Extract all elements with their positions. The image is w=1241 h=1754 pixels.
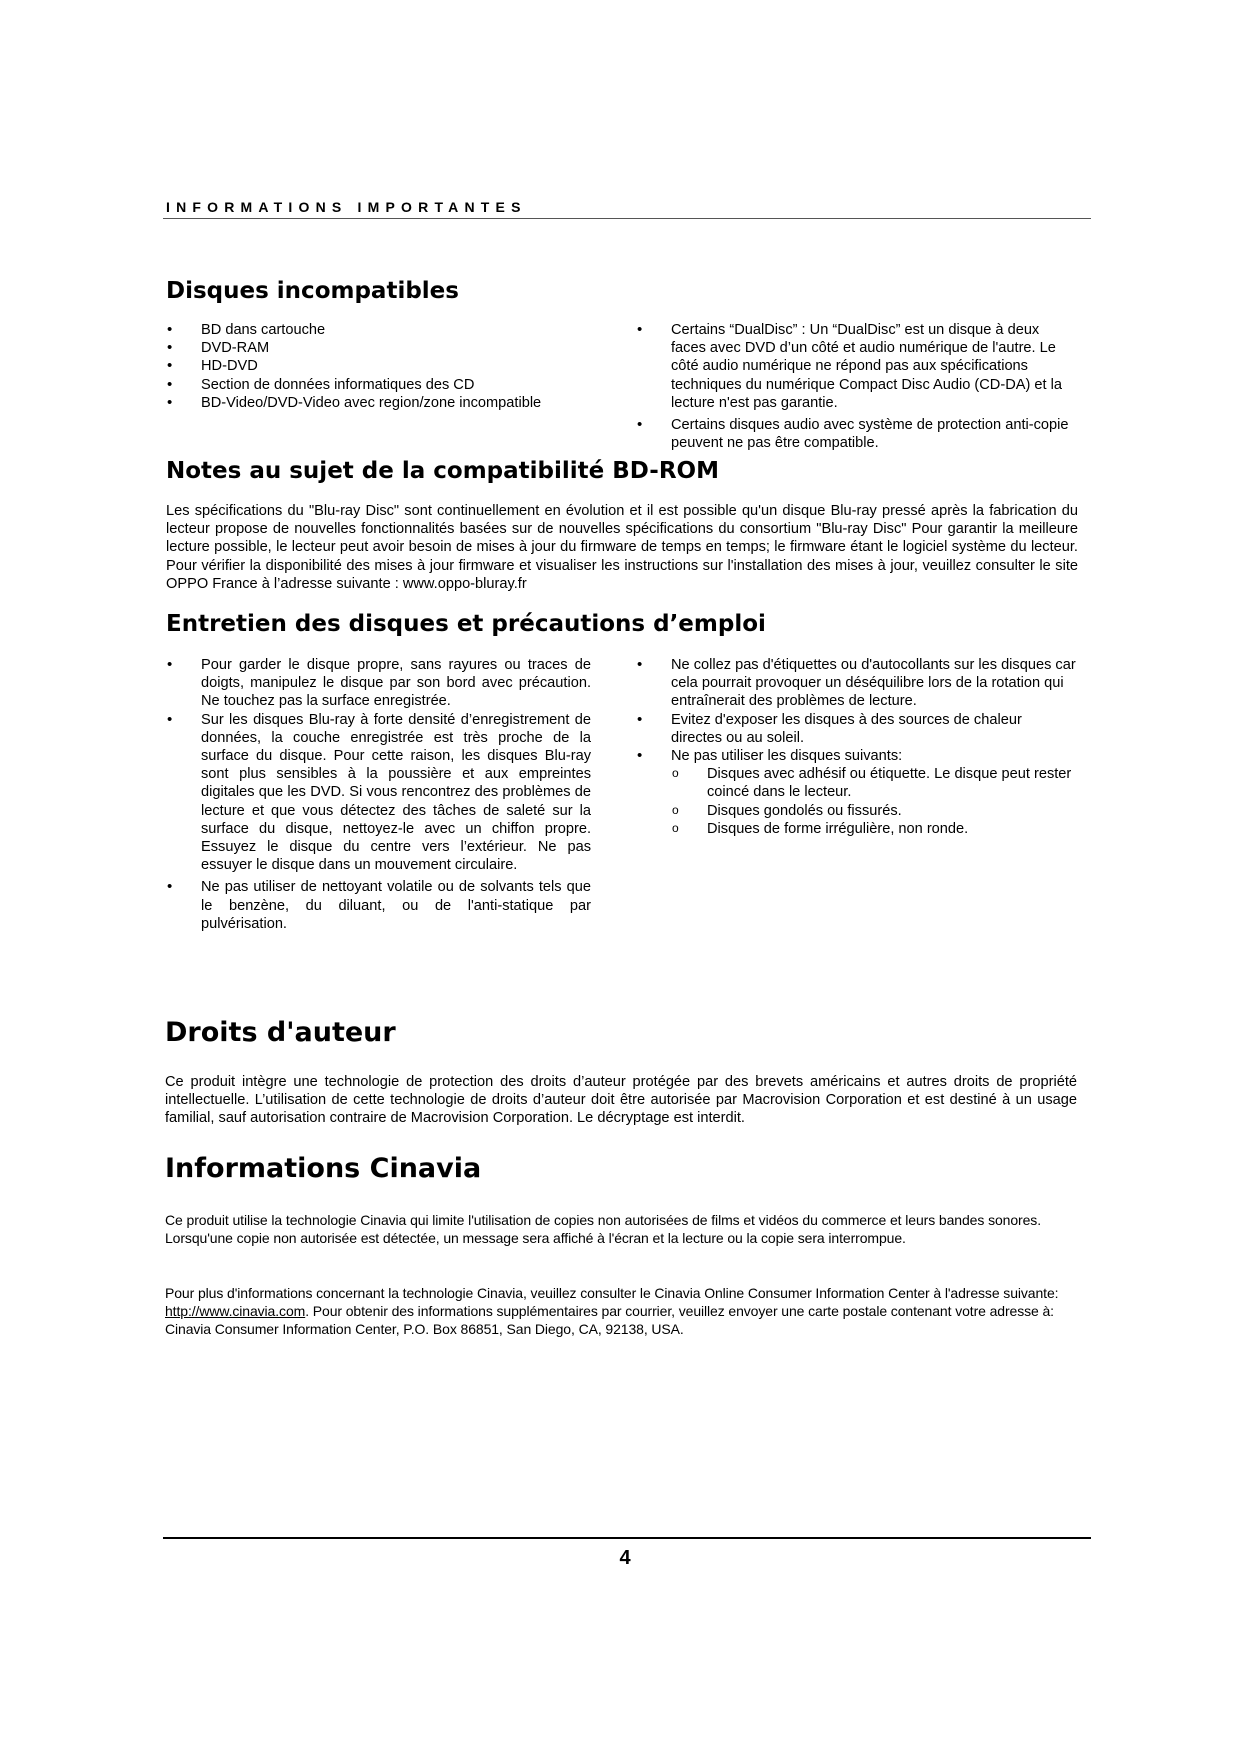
sub-list-item: o Disques de forme irrégulière, non ronde. (671, 820, 1076, 838)
list-item: • Ne pas utiliser de nettoyant volatile ou de solvants tels que le benzène, du diluant, ou de l'anti-statique par pulvérisation. (166, 878, 591, 933)
cinavia-paragraph-2 (165, 1284, 1065, 1338)
list-item: • Section de données informatiques des CD (166, 376, 606, 394)
list-item-text: Ne pas utiliser les disques suivants: (671, 748, 903, 765)
care-right-column (636, 656, 1076, 838)
list-item: • Sur les disques Blu-ray à forte densité d’enregistrement de données, la couche enregistrée est très proche de la surface du disque. Pour cette raison, les disques Blu-ray sont plus sensibles à la poussière et aux empreintes digitales que les DVD. Si vous rencontrez des problèmes de lecture et que vous détectez des tâches de saleté sur la surface du disque, nettoyez-le avec un chiffon propre. Essuyez le disque du centre vers l’extérieur. Ne pas essuyer le disque dans un mouvement circulaire. (166, 711, 591, 875)
list-item: • Ne collez pas d'étiquettes ou d'autocollants sur les disques car cela pourrait provoquer un déséquilibre lors de la rotation qui entraînerait des problèmes de lecture. (636, 656, 1076, 711)
care-sub-list (671, 765, 1076, 838)
cinavia-link[interactable]: http://www.cinavia.com (165, 1303, 306, 1319)
section-title-bdrom: Notes au sujet de la compatibilité BD-ROM (166, 458, 719, 484)
section-title-care: Entretien des disques et précautions d’emploi (166, 611, 766, 637)
list-item: • Certains disques audio avec système de protection anti-copie peuvent ne pas être compatible. (636, 416, 1076, 452)
cinavia-text-after: . Pour obtenir des informations supplémentaires par courrier, veuillez envoyer une carte postale contenant votre adresse à: Cinavia Consumer Information Center, P.O. Box 86851, San Diego, CA, 92138, USA. (165, 1303, 1054, 1337)
incompatible-right-list (636, 321, 1076, 452)
list-item: • BD-Video/DVD-Video avec region/zone incompatible (166, 394, 606, 412)
list-item: • DVD-RAM (166, 339, 606, 357)
sub-list-item: o Disques avec adhésif ou étiquette. Le disque peut rester coincé dans le lecteur. (671, 765, 1076, 801)
list-item: • BD dans cartouche (166, 321, 606, 339)
list-item (636, 747, 1076, 838)
incompatible-left-list (166, 321, 606, 412)
incompatible-left-column (166, 321, 606, 412)
care-right-list (636, 656, 1076, 838)
care-left-list (166, 656, 591, 933)
running-header: INFORMATIONS IMPORTANTES (166, 199, 527, 215)
list-item: • Certains “DualDisc” : Un “DualDisc” est un disque à deux faces avec DVD d’un côté et audio numérique de l'autre. Le côté audio numérique ne répond pas aux spécifications techniques du numérique Compact Disc Audio (CD-DA) et la lecture n'est pas garantie. (636, 321, 1076, 412)
copyright-paragraph: Ce produit intègre une technologie de protection des droits d’auteur protégée par des brevets américains et autres droits de propriété intellectuelle. L’utilisation de cette technologie de droits d’auteur doit être autorisée par Macrovision Corporation et est destiné à un usage familial, sauf autorisation contraire de Macrovision Corporation. Le décryptage est interdit. (165, 1074, 1077, 1127)
section-title-cinavia: Informations Cinavia (165, 1153, 482, 1184)
list-item: • Pour garder le disque propre, sans rayures ou traces de doigts, manipulez le disque par son bord avec précaution. Ne touchez pas la surface enregistrée. (166, 656, 591, 711)
list-item: • Evitez d'exposer les disques à des sources de chaleur directes ou au soleil. (636, 711, 1076, 747)
cinavia-text-before: Pour plus d'informations concernant la technologie Cinavia, veuillez consulter le Cinavia Online Consumer Information Center à l'adresse suivante: (165, 1285, 1059, 1301)
page-number: 4 (619, 1547, 631, 1569)
bdrom-paragraph: Les spécifications du "Blu-ray Disc" sont continuellement en évolution et il est possible qu'un disque Blu-ray pressé après la fabrication du lecteur propose de nouvelles fonctionnalités basées sur de nouvelles spécifications du consortium "Blu-ray Disc" Pour garantir la meilleure lecture possible, le lecteur peut avoir besoin de mises à jour du firmware de temps en temps; le firmware étant le logiciel système du lecteur. Pour vérifier la disponibilité des mises à jour firmware et visualiser les instructions sur l'installation des mises à jour, veuillez consulter le site OPPO France à l’adresse suivante : www.oppo-bluray.fr (166, 503, 1078, 592)
sub-list-item: o Disques gondolés ou fissurés. (671, 802, 1076, 820)
list-item: • HD-DVD (166, 357, 606, 375)
header-rule (163, 218, 1091, 219)
section-title-copyright: Droits d'auteur (165, 1017, 396, 1048)
footer-rule (163, 1537, 1091, 1539)
section-title-incompatible: Disques incompatibles (166, 278, 459, 304)
incompatible-right-column (636, 321, 1076, 452)
cinavia-paragraph-1: Ce produit utilise la technologie Cinavia qui limite l'utilisation de copies non autorisées de films et vidéos du commerce et leurs bandes sonores. Lorsqu'une copie non autorisée est détectée, un message sera affiché à l'écran et la lecture ou la copie sera interrompue. (165, 1212, 1041, 1246)
care-left-column (166, 656, 591, 933)
